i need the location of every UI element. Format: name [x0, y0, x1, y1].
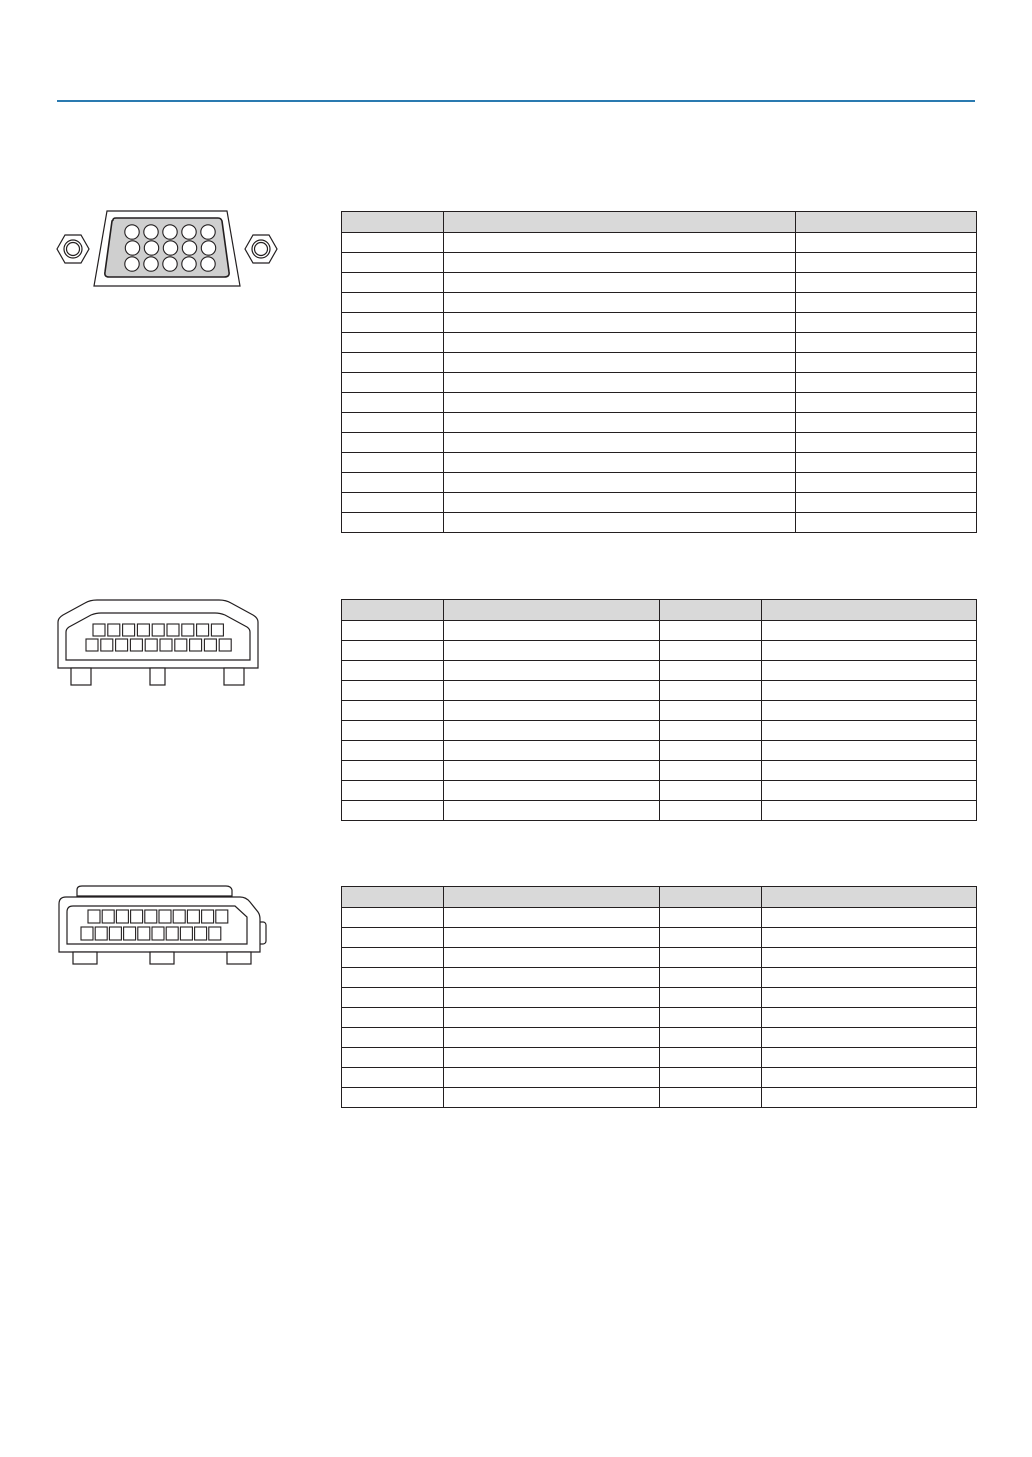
column-header: [444, 212, 796, 233]
hdmi-pin-table: [341, 599, 977, 821]
table-cell: [342, 1068, 444, 1088]
table-row: [342, 721, 977, 741]
table-cell: [762, 621, 977, 641]
table-cell: [444, 968, 660, 988]
hdmi-connector-icon: [55, 596, 263, 688]
pin: [219, 639, 231, 651]
table-cell: [342, 333, 444, 353]
table-row: [342, 621, 977, 641]
table-cell: [342, 801, 444, 821]
pin: [109, 927, 121, 940]
table-cell: [762, 1028, 977, 1048]
pin: [125, 225, 139, 239]
column-header: [796, 212, 977, 233]
table-cell: [342, 493, 444, 513]
pin: [201, 241, 215, 255]
table-row: [342, 741, 977, 761]
pin: [131, 910, 143, 923]
table-cell: [342, 928, 444, 948]
table-row: [342, 373, 977, 393]
table-row: [342, 1068, 977, 1088]
table-cell: [342, 701, 444, 721]
table-row: [342, 1088, 977, 1108]
table-cell: [342, 293, 444, 313]
pin: [159, 910, 171, 923]
table-row: [342, 948, 977, 968]
pin: [88, 910, 100, 923]
table-cell: [444, 493, 796, 513]
table-cell: [444, 761, 660, 781]
pin: [93, 624, 105, 636]
table-row: [342, 313, 977, 333]
table-cell: [660, 681, 762, 701]
table-cell: [796, 253, 977, 273]
table-cell: [444, 681, 660, 701]
pin: [201, 225, 215, 239]
table-cell: [444, 721, 660, 741]
pin: [173, 910, 185, 923]
table-cell: [762, 741, 977, 761]
table-cell: [796, 313, 977, 333]
pin: [95, 927, 107, 940]
column-header: [342, 887, 444, 908]
table-cell: [342, 433, 444, 453]
table-cell: [660, 928, 762, 948]
table-cell: [342, 948, 444, 968]
table-cell: [444, 988, 660, 1008]
table-cell: [444, 1068, 660, 1088]
pin: [81, 927, 93, 940]
table-header-row: [342, 212, 977, 233]
table-cell: [762, 1068, 977, 1088]
table-cell: [796, 293, 977, 313]
pin: [144, 257, 158, 271]
pin: [175, 639, 187, 651]
pin: [180, 927, 192, 940]
table-row: [342, 988, 977, 1008]
table-cell: [660, 721, 762, 741]
table-cell: [444, 413, 796, 433]
table-cell: [762, 968, 977, 988]
pin: [216, 910, 228, 923]
table-cell: [796, 233, 977, 253]
pin: [201, 257, 215, 271]
table-cell: [660, 701, 762, 721]
table-cell: [342, 393, 444, 413]
table-cell: [342, 968, 444, 988]
table-header-row: [342, 600, 977, 621]
pin: [125, 241, 139, 255]
pin: [108, 624, 120, 636]
table-cell: [444, 233, 796, 253]
table-row: [342, 393, 977, 413]
table-cell: [762, 988, 977, 1008]
column-header: [660, 887, 762, 908]
table-cell: [660, 968, 762, 988]
table-row: [342, 513, 977, 533]
pin: [163, 257, 177, 271]
pin: [195, 927, 207, 940]
pin: [187, 910, 199, 923]
table-cell: [444, 473, 796, 493]
table-row: [342, 433, 977, 453]
table-row: [342, 253, 977, 273]
table-cell: [762, 948, 977, 968]
pin: [144, 241, 158, 255]
table-cell: [762, 681, 977, 701]
table-cell: [342, 453, 444, 473]
table-cell: [342, 761, 444, 781]
table-cell: [342, 473, 444, 493]
column-header: [660, 600, 762, 621]
table-cell: [796, 433, 977, 453]
pin: [125, 257, 139, 271]
table-row: [342, 493, 977, 513]
pin: [211, 624, 223, 636]
table-row: [342, 1048, 977, 1068]
vga-connector-icon: [55, 208, 281, 290]
table-cell: [762, 908, 977, 928]
pin: [163, 225, 177, 239]
table-row: [342, 801, 977, 821]
pin: [152, 927, 164, 940]
table-cell: [342, 1048, 444, 1068]
table-cell: [342, 413, 444, 433]
pin: [166, 927, 178, 940]
table-cell: [660, 641, 762, 661]
table-cell: [444, 333, 796, 353]
table-cell: [762, 1088, 977, 1108]
table-cell: [660, 908, 762, 928]
table-cell: [444, 928, 660, 948]
table-row: [342, 641, 977, 661]
displayport-connector-icon: [55, 884, 269, 968]
column-header: [762, 600, 977, 621]
pin: [86, 639, 98, 651]
table-cell: [342, 908, 444, 928]
table-cell: [342, 1088, 444, 1108]
table-cell: [444, 641, 660, 661]
table-row: [342, 233, 977, 253]
pin: [182, 225, 196, 239]
table-cell: [660, 1068, 762, 1088]
pin: [124, 927, 136, 940]
table-cell: [660, 948, 762, 968]
pin: [152, 624, 164, 636]
table-cell: [342, 721, 444, 741]
table-cell: [762, 1048, 977, 1068]
top-rule: [57, 100, 975, 102]
table-cell: [762, 721, 977, 741]
table-cell: [342, 273, 444, 293]
column-header: [762, 887, 977, 908]
table-cell: [762, 641, 977, 661]
table-row: [342, 781, 977, 801]
pin: [209, 927, 221, 940]
table-cell: [762, 928, 977, 948]
pin: [182, 257, 196, 271]
pin: [116, 639, 128, 651]
pin: [123, 624, 135, 636]
table-cell: [444, 661, 660, 681]
table-cell: [660, 1028, 762, 1048]
pin: [144, 225, 158, 239]
table-row: [342, 473, 977, 493]
table-cell: [660, 621, 762, 641]
table-cell: [796, 413, 977, 433]
table-row: [342, 1008, 977, 1028]
table-cell: [796, 373, 977, 393]
column-header: [444, 600, 660, 621]
table-cell: [444, 273, 796, 293]
pin: [101, 639, 113, 651]
table-cell: [342, 313, 444, 333]
pin: [163, 241, 177, 255]
table-row: [342, 928, 977, 948]
table-cell: [342, 373, 444, 393]
table-row: [342, 1028, 977, 1048]
pin: [138, 927, 150, 940]
pin: [167, 624, 179, 636]
table-row: [342, 761, 977, 781]
table-row: [342, 908, 977, 928]
table-cell: [660, 1008, 762, 1028]
table-cell: [796, 513, 977, 533]
pin: [204, 639, 216, 651]
table-row: [342, 413, 977, 433]
table-row: [342, 681, 977, 701]
pin: [190, 639, 202, 651]
table-row: [342, 968, 977, 988]
table-cell: [342, 1028, 444, 1048]
table-cell: [342, 513, 444, 533]
table-cell: [444, 1048, 660, 1068]
pin: [182, 241, 196, 255]
table-cell: [342, 621, 444, 641]
table-cell: [342, 1008, 444, 1028]
table-cell: [660, 661, 762, 681]
table-cell: [342, 353, 444, 373]
table-cell: [762, 701, 977, 721]
column-header: [342, 212, 444, 233]
table-cell: [762, 781, 977, 801]
pin: [102, 910, 114, 923]
table-cell: [660, 801, 762, 821]
table-cell: [796, 453, 977, 473]
table-cell: [444, 1028, 660, 1048]
table-cell: [762, 1008, 977, 1028]
table-cell: [444, 453, 796, 473]
pin: [116, 910, 128, 923]
table-cell: [342, 781, 444, 801]
table-cell: [444, 433, 796, 453]
pin: [145, 910, 157, 923]
pin: [202, 910, 214, 923]
table-row: [342, 453, 977, 473]
column-header: [444, 887, 660, 908]
vga-pin-table: [341, 211, 977, 533]
pin: [130, 639, 142, 651]
table-cell: [342, 681, 444, 701]
table-cell: [444, 373, 796, 393]
table-cell: [342, 988, 444, 1008]
table-row: [342, 353, 977, 373]
pin: [160, 639, 172, 651]
table-cell: [444, 313, 796, 333]
table-cell: [444, 948, 660, 968]
table-cell: [444, 621, 660, 641]
table-cell: [660, 988, 762, 1008]
table-cell: [444, 1088, 660, 1108]
displayport-pin-table: [341, 886, 977, 1108]
table-cell: [444, 293, 796, 313]
table-cell: [444, 701, 660, 721]
table-cell: [444, 353, 796, 373]
table-row: [342, 333, 977, 353]
table-row: [342, 293, 977, 313]
table-cell: [444, 781, 660, 801]
table-cell: [796, 353, 977, 373]
table-cell: [796, 393, 977, 413]
table-cell: [342, 741, 444, 761]
table-cell: [444, 908, 660, 928]
table-cell: [796, 273, 977, 293]
table-cell: [444, 513, 796, 533]
pin: [145, 639, 157, 651]
column-header: [342, 600, 444, 621]
pin: [197, 624, 209, 636]
table-cell: [444, 741, 660, 761]
pin: [182, 624, 194, 636]
table-cell: [762, 801, 977, 821]
table-cell: [342, 253, 444, 273]
table-row: [342, 273, 977, 293]
table-cell: [444, 801, 660, 821]
table-cell: [796, 473, 977, 493]
table-cell: [444, 1008, 660, 1028]
table-cell: [660, 761, 762, 781]
table-header-row: [342, 887, 977, 908]
pin: [137, 624, 149, 636]
table-cell: [342, 233, 444, 253]
table-cell: [342, 661, 444, 681]
table-cell: [444, 253, 796, 273]
table-cell: [796, 333, 977, 353]
table-cell: [762, 761, 977, 781]
table-row: [342, 701, 977, 721]
table-cell: [660, 741, 762, 761]
table-cell: [660, 1088, 762, 1108]
table-cell: [660, 1048, 762, 1068]
table-cell: [660, 781, 762, 801]
table-cell: [342, 641, 444, 661]
table-row: [342, 661, 977, 681]
table-cell: [762, 661, 977, 681]
table-cell: [444, 393, 796, 413]
table-cell: [796, 493, 977, 513]
